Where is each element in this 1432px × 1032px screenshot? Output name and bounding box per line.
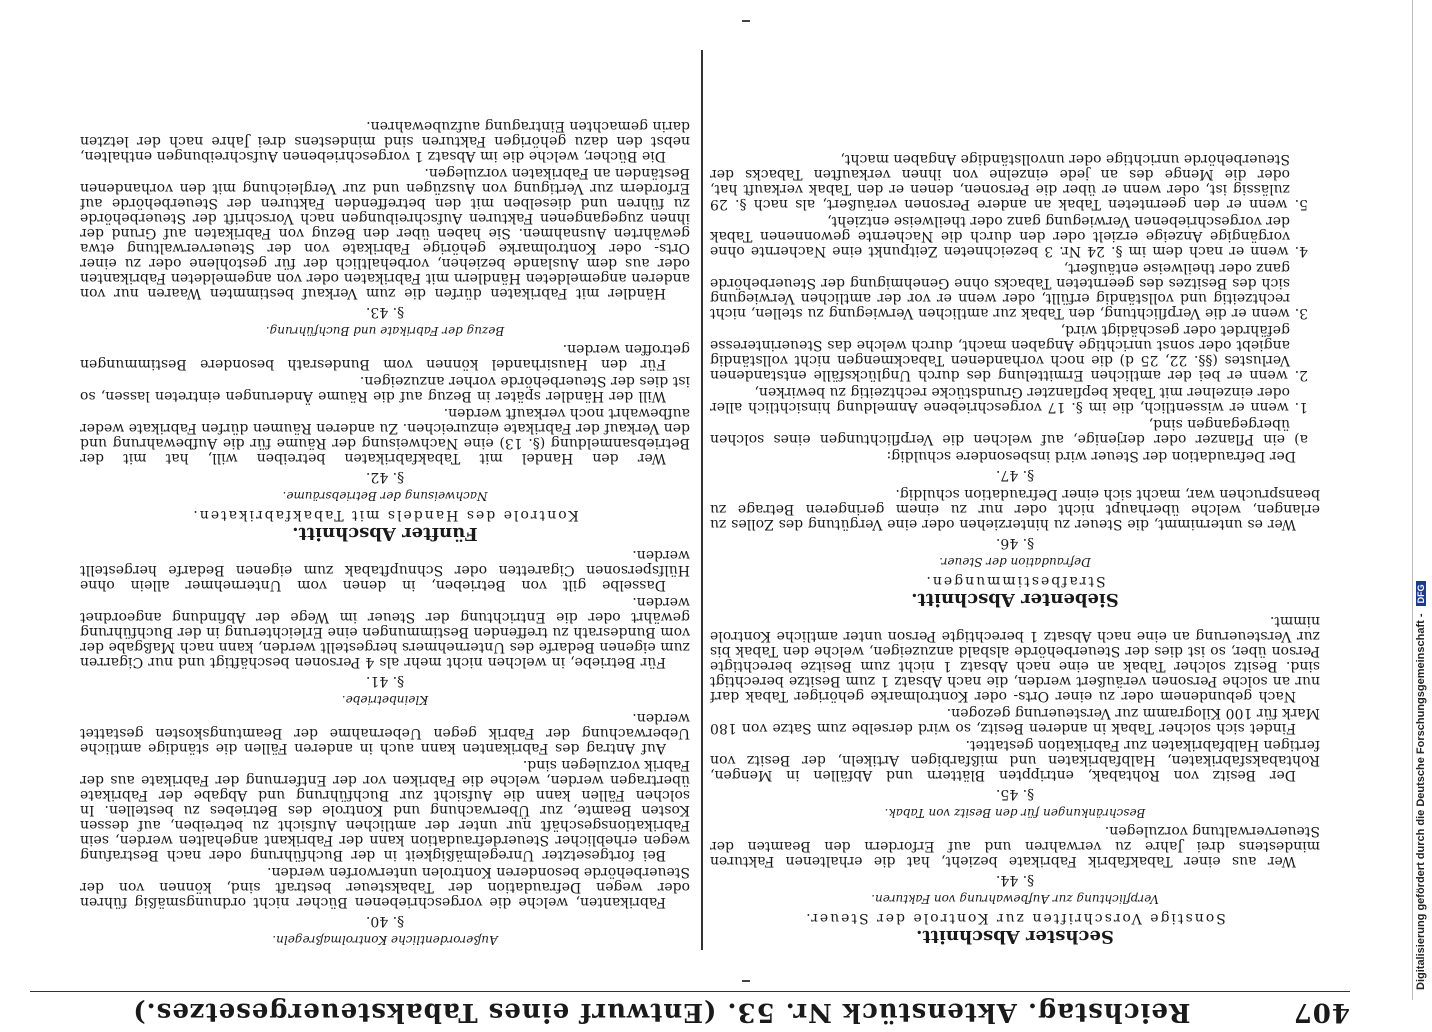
paragraph-text: Fabrikanten, welche die vorgeschriebenen Bücher nicht ordnungsmäßig führen oder wegen Defraudation der Tabaksteuer bestraft sind, können von der Steuerbehörde besonderen Kontrolen unterworfen werden.	[80, 864, 690, 910]
scan-mark	[742, 980, 750, 982]
left-column	[710, 50, 1320, 950]
subheading: Verpflichtung zur Aufbewahrung von Fakturen.	[871, 892, 1159, 906]
section-title: Sechster Abschnitt.	[916, 926, 1114, 947]
paragraph-number: §. 43.	[365, 304, 405, 320]
scan-mark	[742, 20, 750, 22]
right-column	[80, 50, 690, 950]
list-item: 3. wenn er die Verpflichtung, den Tabak zur amtlichen Verwiegung zu stellen, nicht rechtzeitig und vollständig erfüllt, oder wenn er vor der amtlichen Verwiegung sich des Besitzes des geernteten Tabacks ohne Genehmigung der Steuerbehörde ganz oder theilweise entäußert,	[710, 260, 1308, 321]
paragraph-text: Wer den Handel mit Tabakfabrikaten betreiben will, hat mit der Betriebsanmeldung (§. 13) eine Nachweisung der Räume für die Aufbewahrung und den Verkauf der Fabrikate einzureichen. Zu anderen Räumen dürfen Fabrikate weder aufbewahrt noch verkauft werden.	[80, 405, 690, 466]
paragraph-text: Findet sich solcher Tabak in anderen Besitz, so wird derselbe zum Satze von 180 Mark für 100 Kilogramm zur Versteuerung gezogen.	[710, 705, 1320, 736]
paragraph-text: Wer aus einer Tabakfabrik Fabrikate bezieht, hat die erhaltenen Fakturen mindestens drei Jahre zu verwahren und auf Erfordern den Beamten der Steuerverwaltung vorzulegen.	[710, 823, 1320, 869]
subheading: Außerordentliche Kontrolmaßregeln.	[272, 933, 498, 947]
section-subtitle: Sonstige Vorschriften zur Kontrole der Steuer.	[804, 910, 1226, 926]
page-number: 407	[1292, 997, 1350, 1027]
section-title: Siebenter Abschnitt.	[911, 589, 1119, 610]
paragraph-number: §. 46.	[995, 535, 1035, 551]
subheading: Kleinbetriebe.	[341, 693, 429, 707]
paragraph-number: §. 41.	[365, 673, 405, 689]
paragraph-text: Händler mit Fabrikaten dürfen die zum Verkauf bestimmten Waaren nur von anderen angemeldeten Händlern mit Fabrikaten oder von angemeldeten Fabrikanten oder aus dem Auslande beziehen, vorbehaltlich der für gestohlene oder zu einer Orts- oder Kontrolmarke gehörige Fabrikate von der Steuerverwaltung etwa gewährten Ausnahmen. Sie haben über den Bezug von Fabrikaten auf Grund der ihnen zugegangenen Fakturen Aufschreibungen nach Vorschrift der Steuerbehörde zu führen und dieselben mit den betreffenden Fakturen der Steuerbehörde auf Erfordern zur Vertigung von Auszügen und zur Vergleichung mit den vorhandenen Beständen an Fabrikaten vorzulegen.	[80, 165, 690, 301]
paragraph-number: §. 40.	[365, 913, 405, 929]
paragraph-text: Der Defraudation der Steuer wird insbesondere schuldig:	[886, 448, 1296, 464]
paragraph-text: Will der Händler später in Bezug auf die Räume Änderungen eintreten lassen, so ist dies der Steuerbehörde vorher anzuzeigen.	[80, 373, 690, 404]
list-item: 5. wenn er den geernteten Tabak an andere Personen veräußert, als nach §. 29 zulässig ist, oder wenn er über die Personen, denen er den Tabak verkauft hat, oder die Menge des an jede einzelne von ihnen verkauften Tabacks der Steuerbehörde unrichtige oder unvollständige Angaben macht,	[710, 151, 1308, 212]
paragraph-number: §. 42.	[365, 469, 405, 485]
list-item: a) ein Pflanzer oder derjenige, auf welchen die Verpflichtungen eines solchen übergegangen sind,	[710, 416, 1308, 447]
subheading: Defraudation der Steuer.	[939, 555, 1091, 569]
subheading: Bezug der Fabrikate und Buchführung.	[265, 324, 505, 338]
paragraph-text: Für Betriebe, in welchen nicht mehr als 4 Personen beschäftigt und nur Cigarren zum eigenen Bedarfe des Unternehmers hergestellt werden, kann nach Maßgabe der vom Bundesrath zu treffenden Bestimmungen eine Erleichterung in der Buchführung gewährt oder die Entrichtung der Steuer im Wege der Abfindung angeordnet werden.	[80, 594, 690, 670]
paragraph-text: Auf Antrag des Fabrikanten kann auch in anderen Fällen die ständige amtliche Ueberwachung der Fabrik gegen Uebernahme der Beamtungskosten gestattet werden.	[80, 710, 690, 756]
credit-text: Digitalisierung gefördert durch die Deutsche Forschungsgemeinschaft -	[1415, 613, 1427, 990]
subheading: Nachweisung der Betriebsräume.	[282, 489, 488, 503]
paragraph-text: Die Bücher, welche die im Absatz 1 vorgeschriebenen Aufschreibungen enthalten, nebst den dazu gehörigen Fakturen sind mindestens drei Jahre nach der letzten darin gemachten Eintragung aufzubewahren.	[80, 118, 690, 164]
section-subtitle: Kontrole des Handels mit Tabakfabrikaten.	[191, 507, 579, 523]
paragraph-number: §. 45.	[995, 786, 1035, 802]
dfg-logo: DFG	[1416, 581, 1426, 606]
page-header	[30, 991, 1350, 1032]
paragraph-text: Dasselbe gilt von Betrieben, in denen vom Unternehmer allein ohne Hülfspersonen Cigaretten oder Schnupftabak zum eigenen Bedarfe hergestellt werden.	[80, 547, 690, 593]
paragraph-text: Bei fortgesetzter Unregelmäßigkeit in der Buchführung oder nach Bestrafung wegen erheblicher Steuerdefraudation kann der Fabrikant angehalten werden, sein Fabrikationsgeschäft nur unter der amtlichen Aufsicht zu betreiben, auf dessen Kosten Beamte, zur Überwachung und Kontrole des Betriebes zu bestellen. In solchen Fällen kann die Aufsicht zur Buchführung und Abgabe der Fabrikate übertragen werden, welche die Fabriken vor der Entfernung der Fabrikate aus der Fabrik vorzulegen sind.	[80, 757, 690, 863]
column-divider	[702, 50, 704, 950]
paragraph-text: Wer es unternimmt, die Steuer zu hinterziehen oder eine Vergütung des Zolles zu erlangen, welche überhaupt nicht oder nur zu einem geringeren Betrage zu beanspruchen war, macht sich einer Defraudation schuldig.	[710, 486, 1320, 532]
list-item: 4. wenn er nach dem im §. 24 Nr. 3 bezeichneten Zeitpunkt eine Nachernte ohne vorgängige Anzeige erzielt oder den durch die Nachernte gewonnenen Tabak der vorgeschriebenen Verwiegung ganz oder theilweise entzieht,	[710, 213, 1308, 259]
running-title: Reichstag. Aktenstück Nr. 53. (Entwurf eines Tabaksteuergesetzes.)	[132, 997, 1191, 1027]
paragraph-text: Für den Hausirhandel können vom Bundesrath besondere Bestimmungen getroffen werden.	[80, 341, 690, 372]
section-subtitle: Strafbestimmungen.	[924, 573, 1106, 589]
digitization-credit	[1415, 581, 1427, 990]
list-item: 2. wenn er bei der amtlichen Ermittelung des durch Unglücksfälle entstandenen Verlustes (§§. 22, 25 d) die noch vorhandenen Tabackmengen nicht vollständig angiebt oder sonst unrichtige Angaben macht, durch welche das Steuerinteresse gefährdet oder geschädigt wird,	[710, 322, 1308, 383]
paragraph-text: Nach gebundenem oder zu einer Orts- oder Kontrolmarke gehöriger Tabak darf nur an solche Personen veräußert werden, die nach Absatz 1 zum Besitze berechtigt sind. Besitz solcher Tabak an eine nach Absatz 1 nicht zum Besitze berechtigte Person über, so ist dies der Steuerbehörde alsbald anzuzeigen, welche den Tabak bis zur Versteuerung an eine nach Absatz 1 berechtigte Person unter amtliche Kontrole nimmt.	[710, 613, 1320, 704]
list-item: 1. wenn er wissentlich, die im §. 17 vorgeschriebene Anmeldung hinsichtlich aller oder einzelner mit Tabak bepflanzter Grundstücke rechtzeitig zu bewirken,	[710, 384, 1308, 415]
paragraph-number: §. 44.	[995, 872, 1035, 888]
paragraph-text: Der Besitz von Rohtabak, entrippten Blättern und Abfällen in Mengen, Rohtabaksfabrikaten, Halbfabrikaten und mißfarbigen Artikeln, der Besitz von fertigen Halbfabrikaten zur Fabrikation gestattet.	[710, 737, 1320, 783]
section-title: Fünfter Abschnitt.	[292, 523, 478, 544]
paragraph-number: §. 47.	[995, 467, 1035, 483]
subheading: Beschränkungen für den Besitz von Tabak.	[884, 806, 1146, 820]
digitization-strip	[1412, 0, 1432, 1000]
